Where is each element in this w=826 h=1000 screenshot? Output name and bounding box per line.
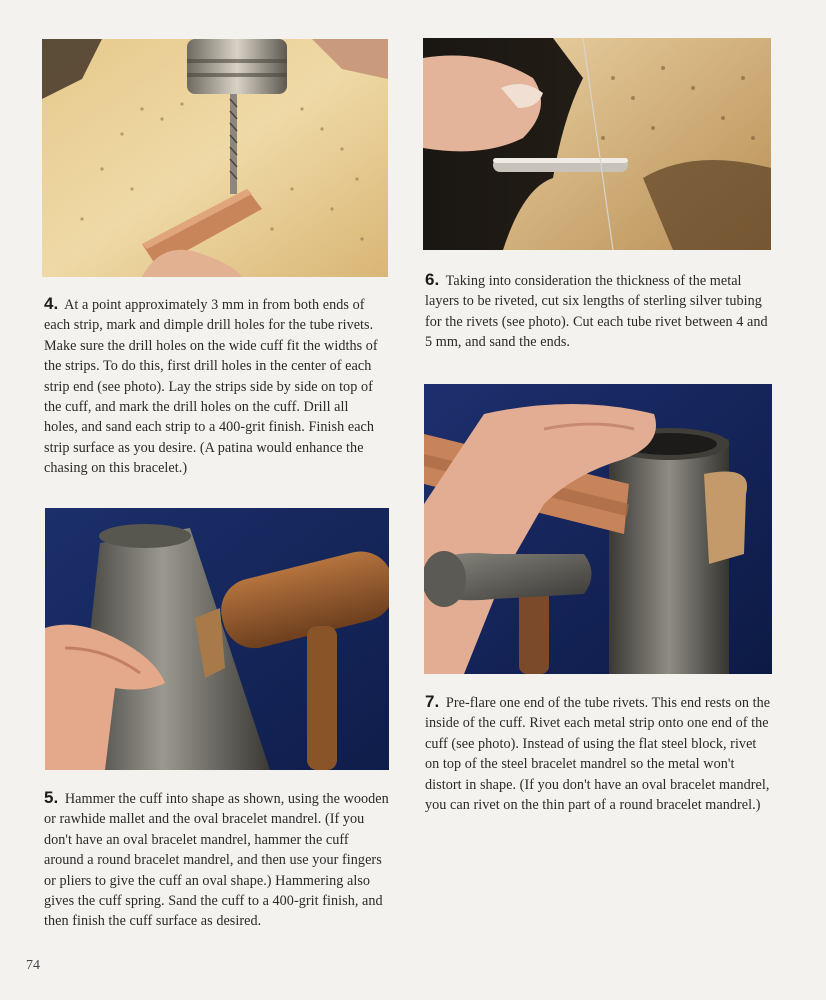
step-5-text-block <box>44 788 389 932</box>
photo-step-4-drilling <box>42 39 388 277</box>
step-4-instructions: At a point approximately 3 mm in from both ends of each strip, mark and dimple drill holes for the tube rivets. Make sure the drill holes on the wide cuff fit the widths of the strips. To do this, first drill holes in the center of each strip end (see photo). Lay the strips side by side on top of the cuff, and mark the drill holes on the cuff. Drill all holes, and sand each strip to a 400-grit finish. Finish each strip surface as you desire. (A patina would enhance the chasing on this bracelet.) <box>44 297 378 477</box>
step-7-number: 7. <box>425 692 440 711</box>
photo-step-7-riveting <box>424 384 772 674</box>
step-7-text-block <box>425 692 771 815</box>
photo-step-5-hammering <box>45 508 389 770</box>
step-4-text-block <box>44 294 384 479</box>
step-4-number: 4. <box>44 294 59 313</box>
step-7-instructions: Pre-flare one end of the tube rivets. This end rests on the inside of the cuff. Rivet each metal strip onto one end of the cuff (see photo). Instead of using the flat steel block, rivet on top of the steel bracelet mandrel so the metal won't distort in shape. (If you don't have an oval bracelet mandrel, you can rivet on the thin part of a round bracelet mandrel.) <box>425 695 771 814</box>
step-5-number: 5. <box>44 788 59 807</box>
step-6-number: 6. <box>425 270 440 289</box>
step-6-text-block <box>425 270 770 353</box>
step-5-instructions: Hammer the cuff into shape as shown, using the wooden or rawhide mallet and the oval bracelet mandrel. (If you don't have an oval bracelet mandrel, hammer the cuff around a round bracelet mandrel, and then use your fingers or pliers to give the cuff an oval shape.) Hammering also gives the cuff spring. Sand the cuff to a 400-grit finish, and then finish the cuff surface as desired. <box>44 791 389 930</box>
step-6-instructions: Taking into consideration the thickness of the metal layers to be riveted, cut six lengths of sterling silver tubing for the rivets (see photo). Cut each tube rivet between 4 and 5 mm, and sand the ends. <box>425 273 768 351</box>
photo-step-6-sawing-tube <box>423 38 771 250</box>
page-number: 74 <box>26 958 40 973</box>
